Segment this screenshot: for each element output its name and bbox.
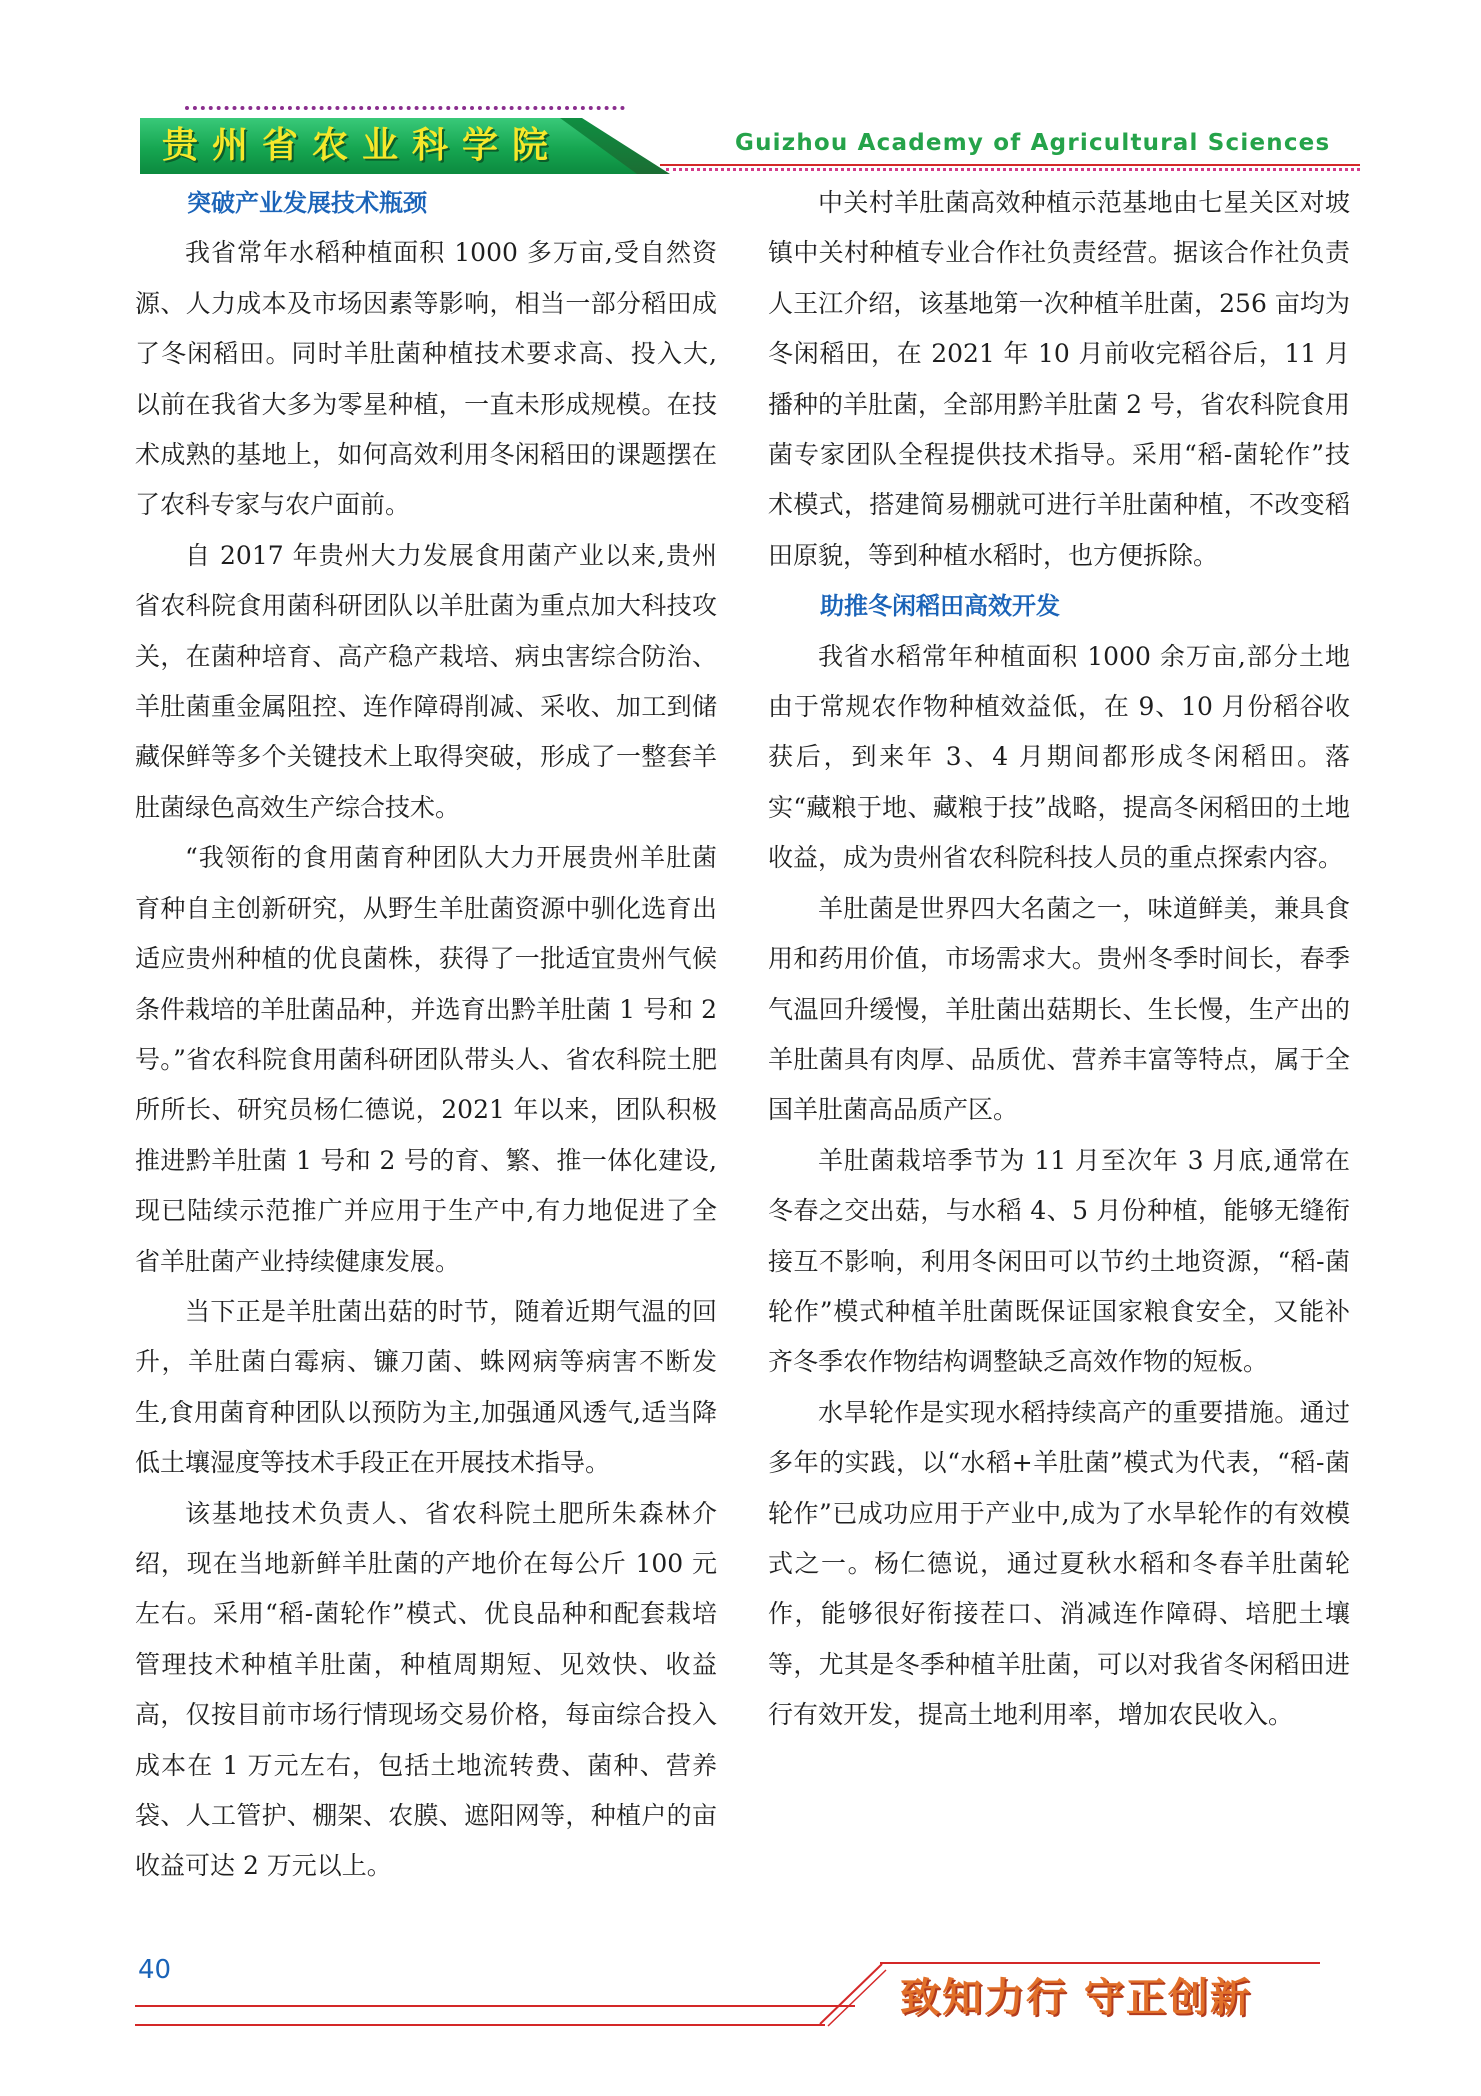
footer-red-rule bbox=[135, 2024, 825, 2026]
left-column bbox=[135, 178, 717, 1892]
section-heading-breakthrough: 突破产业发展技术瓶颈 bbox=[187, 189, 427, 217]
footer-top-rule bbox=[880, 1962, 1320, 1964]
academy-name-cn: 贵州省农业科学院 bbox=[162, 125, 563, 166]
section-heading-winter-fallow: 助推冬闲稻田高效开发 bbox=[820, 592, 1060, 621]
footer-slogan: 致知力行 守正创新 bbox=[900, 1975, 1252, 2021]
header-red-rule bbox=[660, 164, 1360, 166]
footer-slash-ornament bbox=[818, 1960, 888, 2030]
paragraph: 自 2017 年贵州大力发展食用菌产业以来,贵州省农科院食用菌科研团队以羊肚菌为重点加大科技攻关，在菌种培育、高产稳产栽培、病虫害综合防治、羊肚菌重金属阻控、连作障碍削减、采收、加工到储藏保鲜等多个关键技术上取得突破，形成了一整套羊肚菌绿色高效生产综合技术。 bbox=[135, 540, 717, 822]
header-dotted-rule bbox=[185, 106, 625, 110]
paragraph: 羊肚菌是世界四大名菌之一，味道鲜美，兼具食用和药用价值，市场需求大。贵州冬季时间长，春季气温回升缓慢，羊肚菌出菇期长、生长慢，生产出的羊肚菌具有肉厚、品质优、营养丰富等特点，属于全国羊肚菌高品质产区。 bbox=[768, 893, 1350, 1125]
paragraph: 水旱轮作是实现水稻持续高产的重要措施。通过多年的实践，以“水稻+羊肚菌”模式为代表，“稻-菌轮作”已成功应用于产业中,成为了水旱轮作的有效模式之一。杨仁德说，通过夏秋水稻和冬春羊肚菌轮作，能够很好衔接茬口、消减连作障碍、培肥土壤等，尤其是冬季种植羊肚菌，可以对我省冬闲稻田进行有效开发，提高土地利用率，增加农民收入。 bbox=[768, 1397, 1350, 1730]
paragraph: 该基地技术负责人、省农科院土肥所朱森林介绍，现在当地新鲜羊肚菌的产地价在每公斤 100 元左右。采用“稻-菌轮作”模式、优良品种和配套栽培管理技术种植羊肚菌，种植周期短、见效快、收益高，仅按目前市场行情现场交易价格，每亩综合投入成本在 1 万元左右，包括土地流转费、菌种、营养袋、人工管护、棚架、农膜、遮阳网等，种植户的亩收益可达 2 万元以上。 bbox=[135, 1498, 717, 1881]
paragraph: 当下正是羊肚菌出菇的时节，随着近期气温的回升，羊肚菌白霉病、镰刀菌、蛛网病等病害不断发生,食用菌育种团队以预防为主,加强通风透气,适当降低土壤湿度等技术手段正在开展技术指导。 bbox=[135, 1296, 717, 1478]
paragraph: 我省常年水稻种植面积 1000 多万亩,受自然资源、人力成本及市场因素等影响，相当一部分稻田成了冬闲稻田。同时羊肚菌种植技术要求高、投入大,以前在我省大多为零星种植，一直未形成规模。在技术成熟的基地上，如何高效利用冬闲稻田的课题摆在了农科专家与农户面前。 bbox=[135, 238, 717, 520]
paragraph: “我领衔的食用菌育种团队大力开展贵州羊肚菌育种自主创新研究，从野生羊肚菌资源中驯化选育出适应贵州种植的优良菌株，获得了一批适宜贵州气候条件栽培的羊肚菌品种，并选育出黔羊肚菌 1 号和 2 号。”省农科院食用菌科研团队带头人、省农科院土肥所所长、研究员杨仁德说，2021 年以来，团队积极推进黔羊肚菌 1 号和 2 号的育、繁、推一体化建设,现已陆续示范推广并应用于生产中,有力地促进了全省羊肚菌产业持续健康发展。 bbox=[135, 843, 717, 1276]
academy-name-en: Guizhou Academy of Agricultural Sciences bbox=[735, 130, 1331, 156]
right-column bbox=[768, 178, 1350, 1741]
page-number: 40 bbox=[138, 1955, 172, 1985]
header-red-dotted-rule bbox=[666, 168, 1360, 171]
paragraph: 我省水稻常年种植面积 1000 余万亩,部分土地由于常规农作物种植效益低，在 9、10 月份稻谷收获后，到来年 3、4 月期间都形成冬闲稻田。落实“藏粮于地、藏粮于技”战略，提高冬闲稻田的土地收益，成为贵州省农科院科技人员的重点探索内容。 bbox=[768, 641, 1350, 873]
footer-red-rule bbox=[135, 2005, 855, 2007]
paragraph: 羊肚菌栽培季节为 11 月至次年 3 月底,通常在冬春之交出菇，与水稻 4、5 月份种植，能够无缝衔接互不影响，利用冬闲田可以节约土地资源，“稻-菌轮作”模式种植羊肚菌既保证国家粮食安全，又能补齐冬季农作物结构调整缺乏高效作物的短板。 bbox=[768, 1145, 1350, 1377]
paragraph: 中关村羊肚菌高效种植示范基地由七星关区对坡镇中关村种植专业合作社负责经营。据该合作社负责人王江介绍，该基地第一次种植羊肚菌，256 亩均为冬闲稻田，在 2021 年 10 月前收完稻谷后，11 月播种的羊肚菌，全部用黔羊肚菌 2 号，省农科院食用菌专家团队全程提供技术指导。采用“稻-菌轮作”技术模式，搭建简易棚就可进行羊肚菌种植，不改变稻田原貌，等到种植水稻时，也方便拆除。 bbox=[768, 188, 1350, 570]
